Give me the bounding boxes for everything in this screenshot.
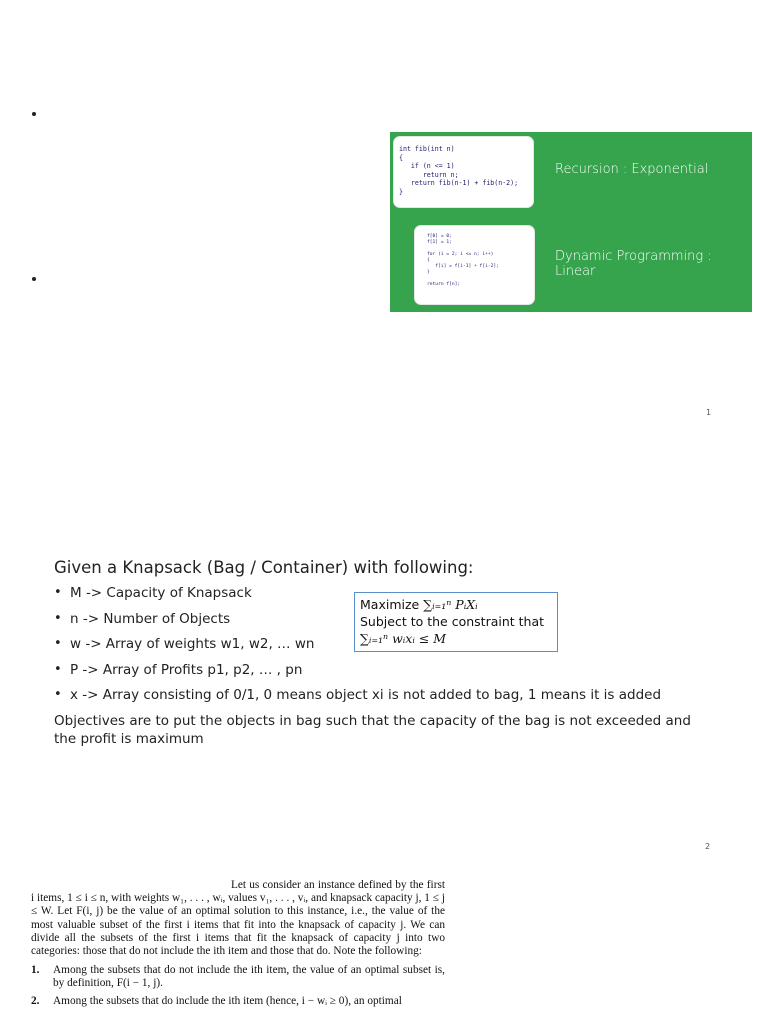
bullet-item: [54, 662, 661, 688]
code-line: {: [399, 153, 403, 162]
bullet-item: [54, 687, 661, 713]
code-line: {: [427, 257, 430, 263]
bullet-text: P -> Array of Profits p1, p2, … , pn: [70, 661, 303, 678]
code-line: }: [399, 187, 403, 196]
recursive-code: [399, 145, 518, 196]
bullet-marker: •: [54, 610, 62, 626]
item-text: Among the subsets that do include the ith item (hence, i − wᵢ ≥ 0), an optimal: [53, 994, 402, 1007]
code-line: f[0] = 0;: [427, 234, 452, 239]
item-number: 2.: [31, 994, 40, 1007]
bullet-marker: •: [54, 687, 62, 702]
recursive-code-card: [394, 137, 533, 207]
code-line: for (i = 2; i <= n; i++): [427, 251, 494, 257]
objective-text: Objectives are to put the objects in bag such that the capacity of the bag is not exceeded and the profit is maximum: [54, 713, 691, 747]
objective-formula-box: [354, 592, 558, 652]
bullet-marker: [32, 112, 36, 116]
fibonacci-comparison-panel: [390, 132, 752, 312]
bullet-marker: [32, 277, 36, 281]
bullet-marker: •: [54, 661, 62, 677]
numbered-item: [31, 964, 445, 990]
slide-number: 2: [705, 842, 711, 851]
recursion-label: Recursion : Exponential: [555, 162, 709, 177]
bullet-text: x -> Array consisting of 0/1, 0 means object xi is not added to bag, 1 means it is added: [70, 687, 662, 703]
dp-code-card: [415, 226, 534, 304]
constraint-formula: ∑ᵢ₌₁ⁿ wᵢxᵢ ≤ M: [360, 631, 447, 646]
bullet-marker: •: [54, 585, 62, 600]
code-line: f[1] = 1;: [427, 239, 452, 245]
slide-number: 1: [706, 408, 712, 417]
constraint-label: Subject to the constraint that: [360, 614, 545, 629]
code-line: f[i] = f[i-1] + f[i-2];: [427, 263, 499, 269]
bullet-text: w -> Array of weights w1, w2, … wn: [70, 636, 315, 652]
code-line: int fib(int n): [399, 145, 455, 153]
code-line: }: [427, 269, 430, 275]
numbered-item: [31, 995, 445, 1008]
slide-title: Given a Knapsack (Bag / Container) with following:: [54, 558, 474, 577]
bullet-text: M -> Capacity of Knapsack: [70, 585, 252, 601]
book-paragraph: Let us consider an instance defined by the first i items, 1 ≤ i ≤ n, with weights w₁, . . . , wᵢ, values v₁, . . . , vᵢ, and knapsack capacity j, 1 ≤ j ≤ W. Let F(i, j) be the value of an optimal solution to this instance, i.e., the value of the most valuable subset of the first i items that fit into the knapsack of capacity j. We can divide all the subsets of the first i items that fit the knapsack of capacity j into two categories: those that do not include the ith item and those that do. Note the following:: [31, 879, 445, 958]
maximize-label: Maximize: [360, 597, 424, 612]
item-text: Among the subsets that do not include the ith item, the value of an optimal subset is, by definition, F(i − 1, j).: [53, 964, 445, 990]
textbook-excerpt: [31, 879, 445, 1008]
dp-label: Dynamic Programming : Linear: [555, 249, 712, 279]
dp-code: [427, 234, 499, 288]
item-number: 1.: [31, 964, 40, 977]
code-line: return n;: [399, 170, 459, 179]
code-line: return fib(n-1) + fib(n-2);: [399, 179, 519, 188]
bullet-text: n -> Number of Objects: [70, 610, 231, 627]
code-line: if (n <= 1): [399, 162, 455, 171]
bullet-marker: •: [54, 636, 62, 651]
code-line: return f[n];: [427, 281, 461, 287]
maximize-formula: ∑ᵢ₌₁ⁿ PᵢXᵢ: [423, 597, 478, 612]
